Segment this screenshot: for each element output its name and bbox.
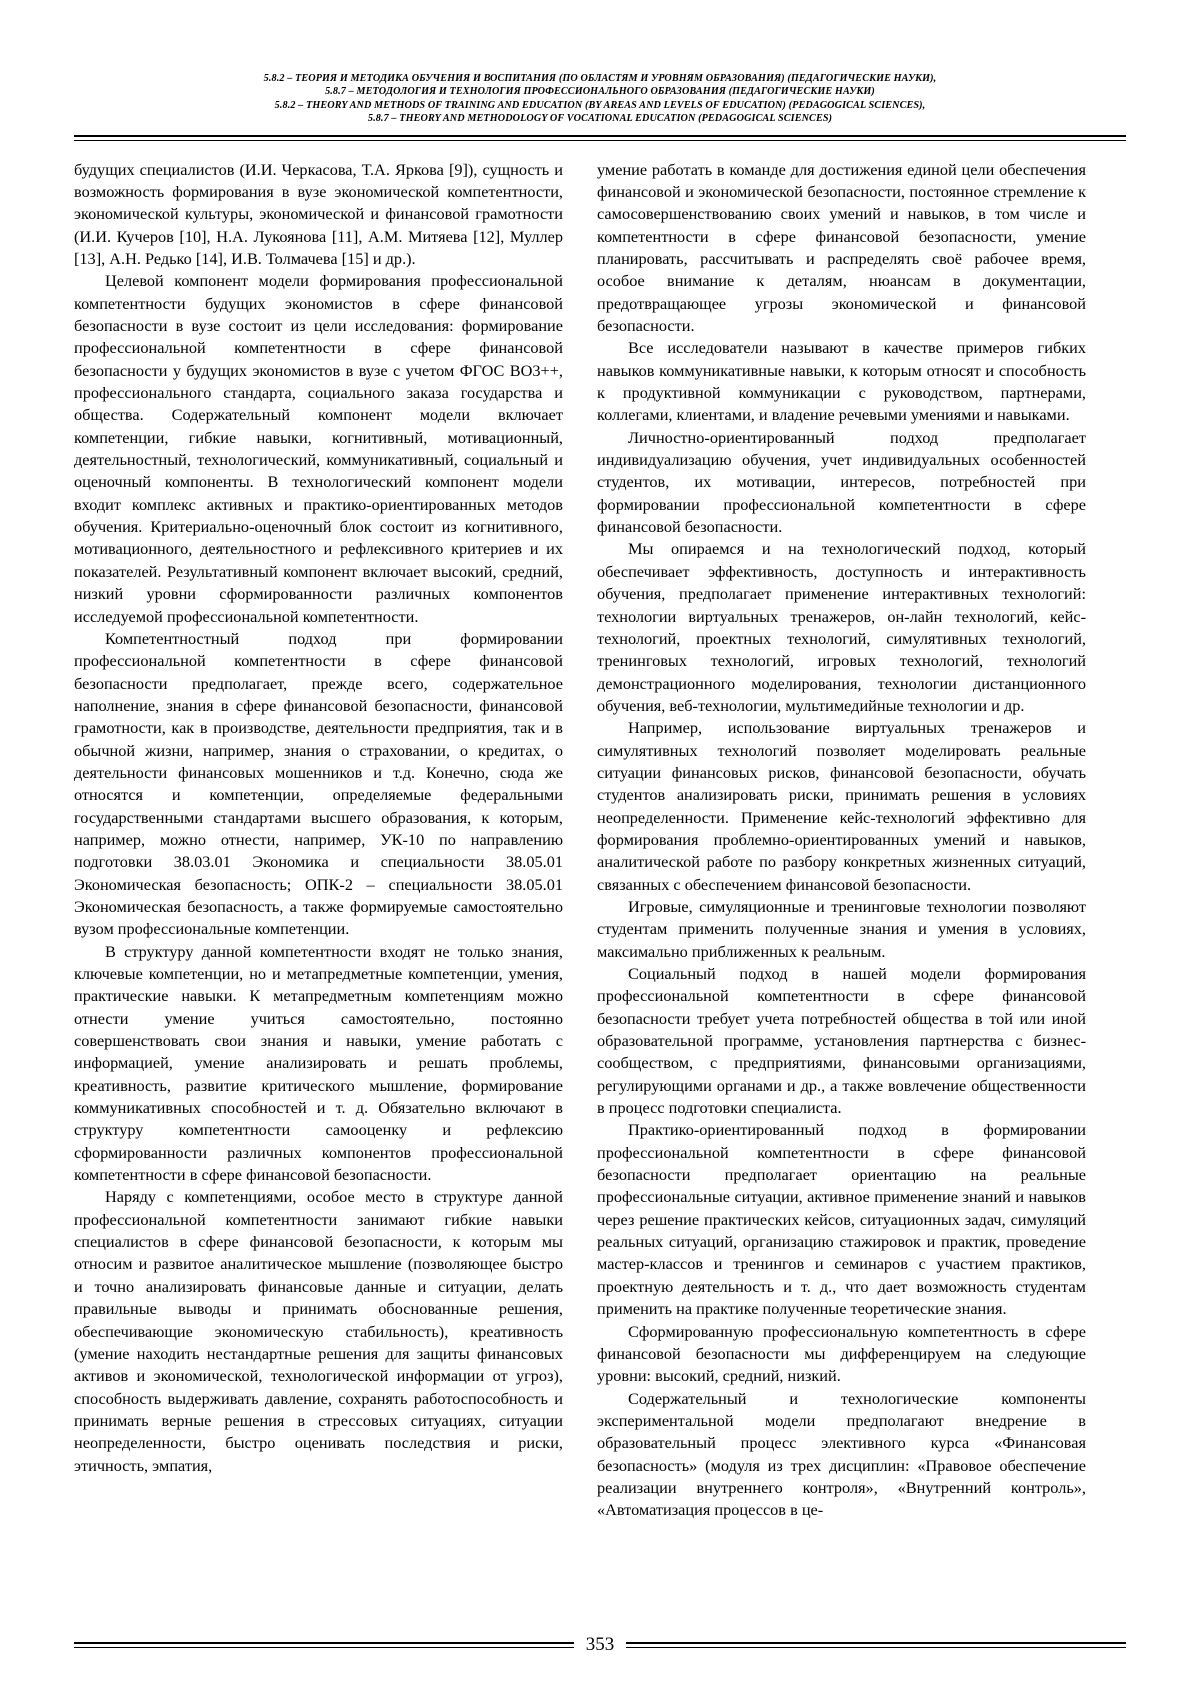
paragraph: Личностно-ориентированный подход предполагает индивидуализацию обучения, учет индивидуальных особенностей студентов, их мотивации, интересов, потребностей при формировании профессиональной компетентности в сфере финансовой безопасности. — [597, 427, 1086, 537]
paragraph: будущих специалистов (И.И. Черкасова, Т.А. Яркова [9]), сущность и возможность формирования в вузе экономической компетентности, экономической культуры, экономической и финансовой грамотности (И.И. Кучеров [10], Н.А. Лукоянова [11], А.М. Митяева [12], Муллер [13], А.Н. Редько [14], И.В. Толмачева [15] и др.). — [74, 159, 563, 268]
paragraph: Мы опираемся и на технологический подход, который обеспечивает эффективность, доступность и интерактивность обучения, предполагает применение интерактивных технологий: технологии виртуальных тренажеров, он-лайн технологий, кейс-технологий, проектных технологий, симулятивных технологий, тренинговых технологий, игровых технологий, технологий демонстрационного моделирования, технологии дистанционного обучения, веб-технологии, мультимедийные технологии и др. — [597, 539, 1086, 715]
header-line-2: 5.8.7 – МЕТОДОЛОГИЯ И ТЕХНОЛОГИЯ ПРОФЕССИОНАЛЬНОГО ОБРАЗОВАНИЯ (ПЕДАГОГИЧЕСКИЕ НАУКИ) — [325, 86, 875, 98]
header-line-3: 5.8.2 – THEORY AND METHODS OF TRAINING AND EDUCATION (BY AREAS AND LEVELS OF EDUCATION) (PEDAGOGICAL SCIENCES), — [274, 99, 926, 111]
footer-rule-left — [74, 1642, 574, 1648]
paragraph: Сформированную профессиональную компетентность в сфере финансовой безопасности мы дифференцируем на следующие уровни: высокий, средний, низкий. — [597, 1321, 1086, 1386]
paragraph: Социальный подход в нашей модели формирования профессиональной компетентности в сфере финансовой безопасности требует учета потребностей общества в той или иной образовательной программе, установления партнерства с бизнес-сообществом, с предприятиями, финансовыми организациями, регулирующими органами и др., а также вовлечение общественности в процесс подготовки специалиста. — [597, 964, 1086, 1118]
page-footer — [74, 1634, 1126, 1656]
paragraph: Например, использование виртуальных тренажеров и симулятивных технологий позволяет моделировать реальные ситуации финансовых рисков, финансовой безопасности, обучать студентов анализировать риски, принимать решения в условиях неопределенности. Применение кейс-технологий эффективно для формирования проблемно-ориентированных умений и навыков, аналитической работе по разбору конкретных жизненных ситуаций, связанных с обеспечением финансовой безопасности. — [597, 718, 1086, 894]
header-divider — [74, 135, 1126, 141]
left-column — [74, 159, 563, 1522]
paragraph: Практико-ориентированный подход в формировании профессиональной компетентности в сфере финансовой безопасности предполагает ориентацию на реальные профессиональные ситуации, активное применение знаний и навыков через решение практических кейсов, ситуационных задач, симуляций реальных ситуаций, организацию стажировок и практик, проведение мастер-классов и тренингов и семинаров с участием практиков, проектную деятельность и т. д., что дает возможность студентам применить на практике полученные теоретические знания. — [597, 1120, 1086, 1319]
paragraph: Наряду с компетенциями, особое место в структуре данной профессиональной компетентности занимают гибкие навыки специалистов в сфере финансовой безопасности, к которым мы относим и развитое аналитическое мышление (позволяющее быстро и точно анализировать финансовые данные и ситуации, делать правильные выводы и принимать обоснованные решения, обеспечивающие экономическую стабильность), креативность (умение находить нестандартные решения для защиты финансовых активов и экономической, технологической информации от угроз), способность выдерживать давление, сохранять работоспособность и принимать верные решения в стрессовых ситуациях, ситуации неопределенности, быстро оценивать последствия и риски, этичность, эмпатия, — [74, 1187, 563, 1475]
body-columns — [74, 159, 1126, 1522]
paragraph: Целевой компонент модели формирования профессиональной компетентности будущих экономистов в сфере финансовой безопасности в вузе состоит из цели исследования: формирование профессиональной компетентности в сфере финансовой безопасности у будущих экономистов в вузе с учетом ФГОС ВО3++, профессионального стандарта, социального заказа государства и общества. Содержательный компонент модели включает компетенции, гибкие навыки, когнитивный, мотивационный, деятельностный, технологический, коммуникативный, социальный и оценочный компоненты. В технологический компонент модели входит комплекс активных и практико-ориентированных методов обучения. Критериально-оценочный блок состоит из когнитивного, мотивационного, деятельностного и рефлексивного критериев и их показателей. Результативный компонент включает высокий, средний, низкий уровни сформированности различных компонентов исследуемой профессиональной компетентности. — [74, 271, 563, 626]
header-line-1: 5.8.2 – ТЕОРИЯ И МЕТОДИКА ОБУЧЕНИЯ И ВОСПИТАНИЯ (ПО ОБЛАСТЯМ И УРОВНЯМ ОБРАЗОВАНИЯ) (ПЕДАГОГИЧЕСКИЕ НАУКИ), — [263, 73, 937, 84]
header-line-4: 5.8.7 – THEORY AND METHODOLOGY OF VOCATIONAL EDUCATION (PEDAGOGICAL SCIENCES) — [367, 113, 833, 125]
page-number: 353 — [585, 1634, 615, 1655]
paragraph: Компетентностный подход при формировании профессиональной компетентности в сфере финансовой безопасности предполагает, прежде всего, содержательное наполнение, знания в сфере финансовой безопасности, финансовой грамотности, как в производстве, деятельности предприятия, так и в обычной жизни, например, знания о страховании, о кредитах, о деятельности финансовых мошенников и т.д. Конечно, сюда же относятся и компетенции, определяемые федеральными государственными стандартами высшего образования, к которым, например, можно отнести, например, УК-10 по направлению подготовки 38.03.01 Экономика и специальности 38.05.01 Экономическая безопасность; ОПК-2 – специальности 38.05.01 Экономическая безопасность, а также формируемые самостоятельно вузом профессиональные компетенции. — [74, 628, 563, 939]
paragraph: Игровые, симуляционные и тренинговые технологии позволяют студентам применить полученные знания и умения в условиях, максимально приближенных к реальным. — [597, 896, 1086, 961]
paragraph: Все исследователи называют в качестве примеров гибких навыков коммуникативные навыки, к которым относят и способность к продуктивной коммуникации с руководством, партнерами, коллегами, клиентами, и владение речевыми умениями и навыками. — [597, 338, 1086, 425]
paragraph: умение работать в команде для достижения единой цели обеспечения финансовой и экономической безопасности, постоянное стремление к самосовершенствованию своих умений и навыков, в том числе и компетентности в сфере финансовой безопасности, умение планировать, рассчитывать и распределять своё рабочее время, особое внимание к деталям, нюансам в документации, предотвращающее угрозы экономической и финансовой безопасности. — [597, 159, 1086, 336]
paragraph: Содержательный и технологические компоненты экспериментальной модели предполагают внедрение в образовательный процесс элективного курса «Финансовая безопасность» (модуля из трех дисциплин: «Правовое обеспечение реализации внутреннего контроля», «Внутренний контроль», «Автоматизация процессов в це- — [597, 1388, 1086, 1520]
running-header — [74, 72, 1126, 126]
right-column — [597, 159, 1086, 1522]
paragraph: В структуру данной компетентности входят не только знания, ключевые компетенции, но и метапредметные компетенции, умения, практические навыки. К метапредметным компетенциям можно отнести умение учиться самостоятельно, постоянно совершенствовать свои знания и навыки, умение работать с информацией, умение анализировать и решать проблемы, креативность, развитие критического мышление, формирование коммуникативных способностей и т. д. Обязательно включают в структуру компетентности самооценку и рефлексию сформированности различных компонентов профессиональной компетентности в сфере финансовой безопасности. — [74, 941, 563, 1185]
footer-rule-right — [626, 1642, 1126, 1648]
